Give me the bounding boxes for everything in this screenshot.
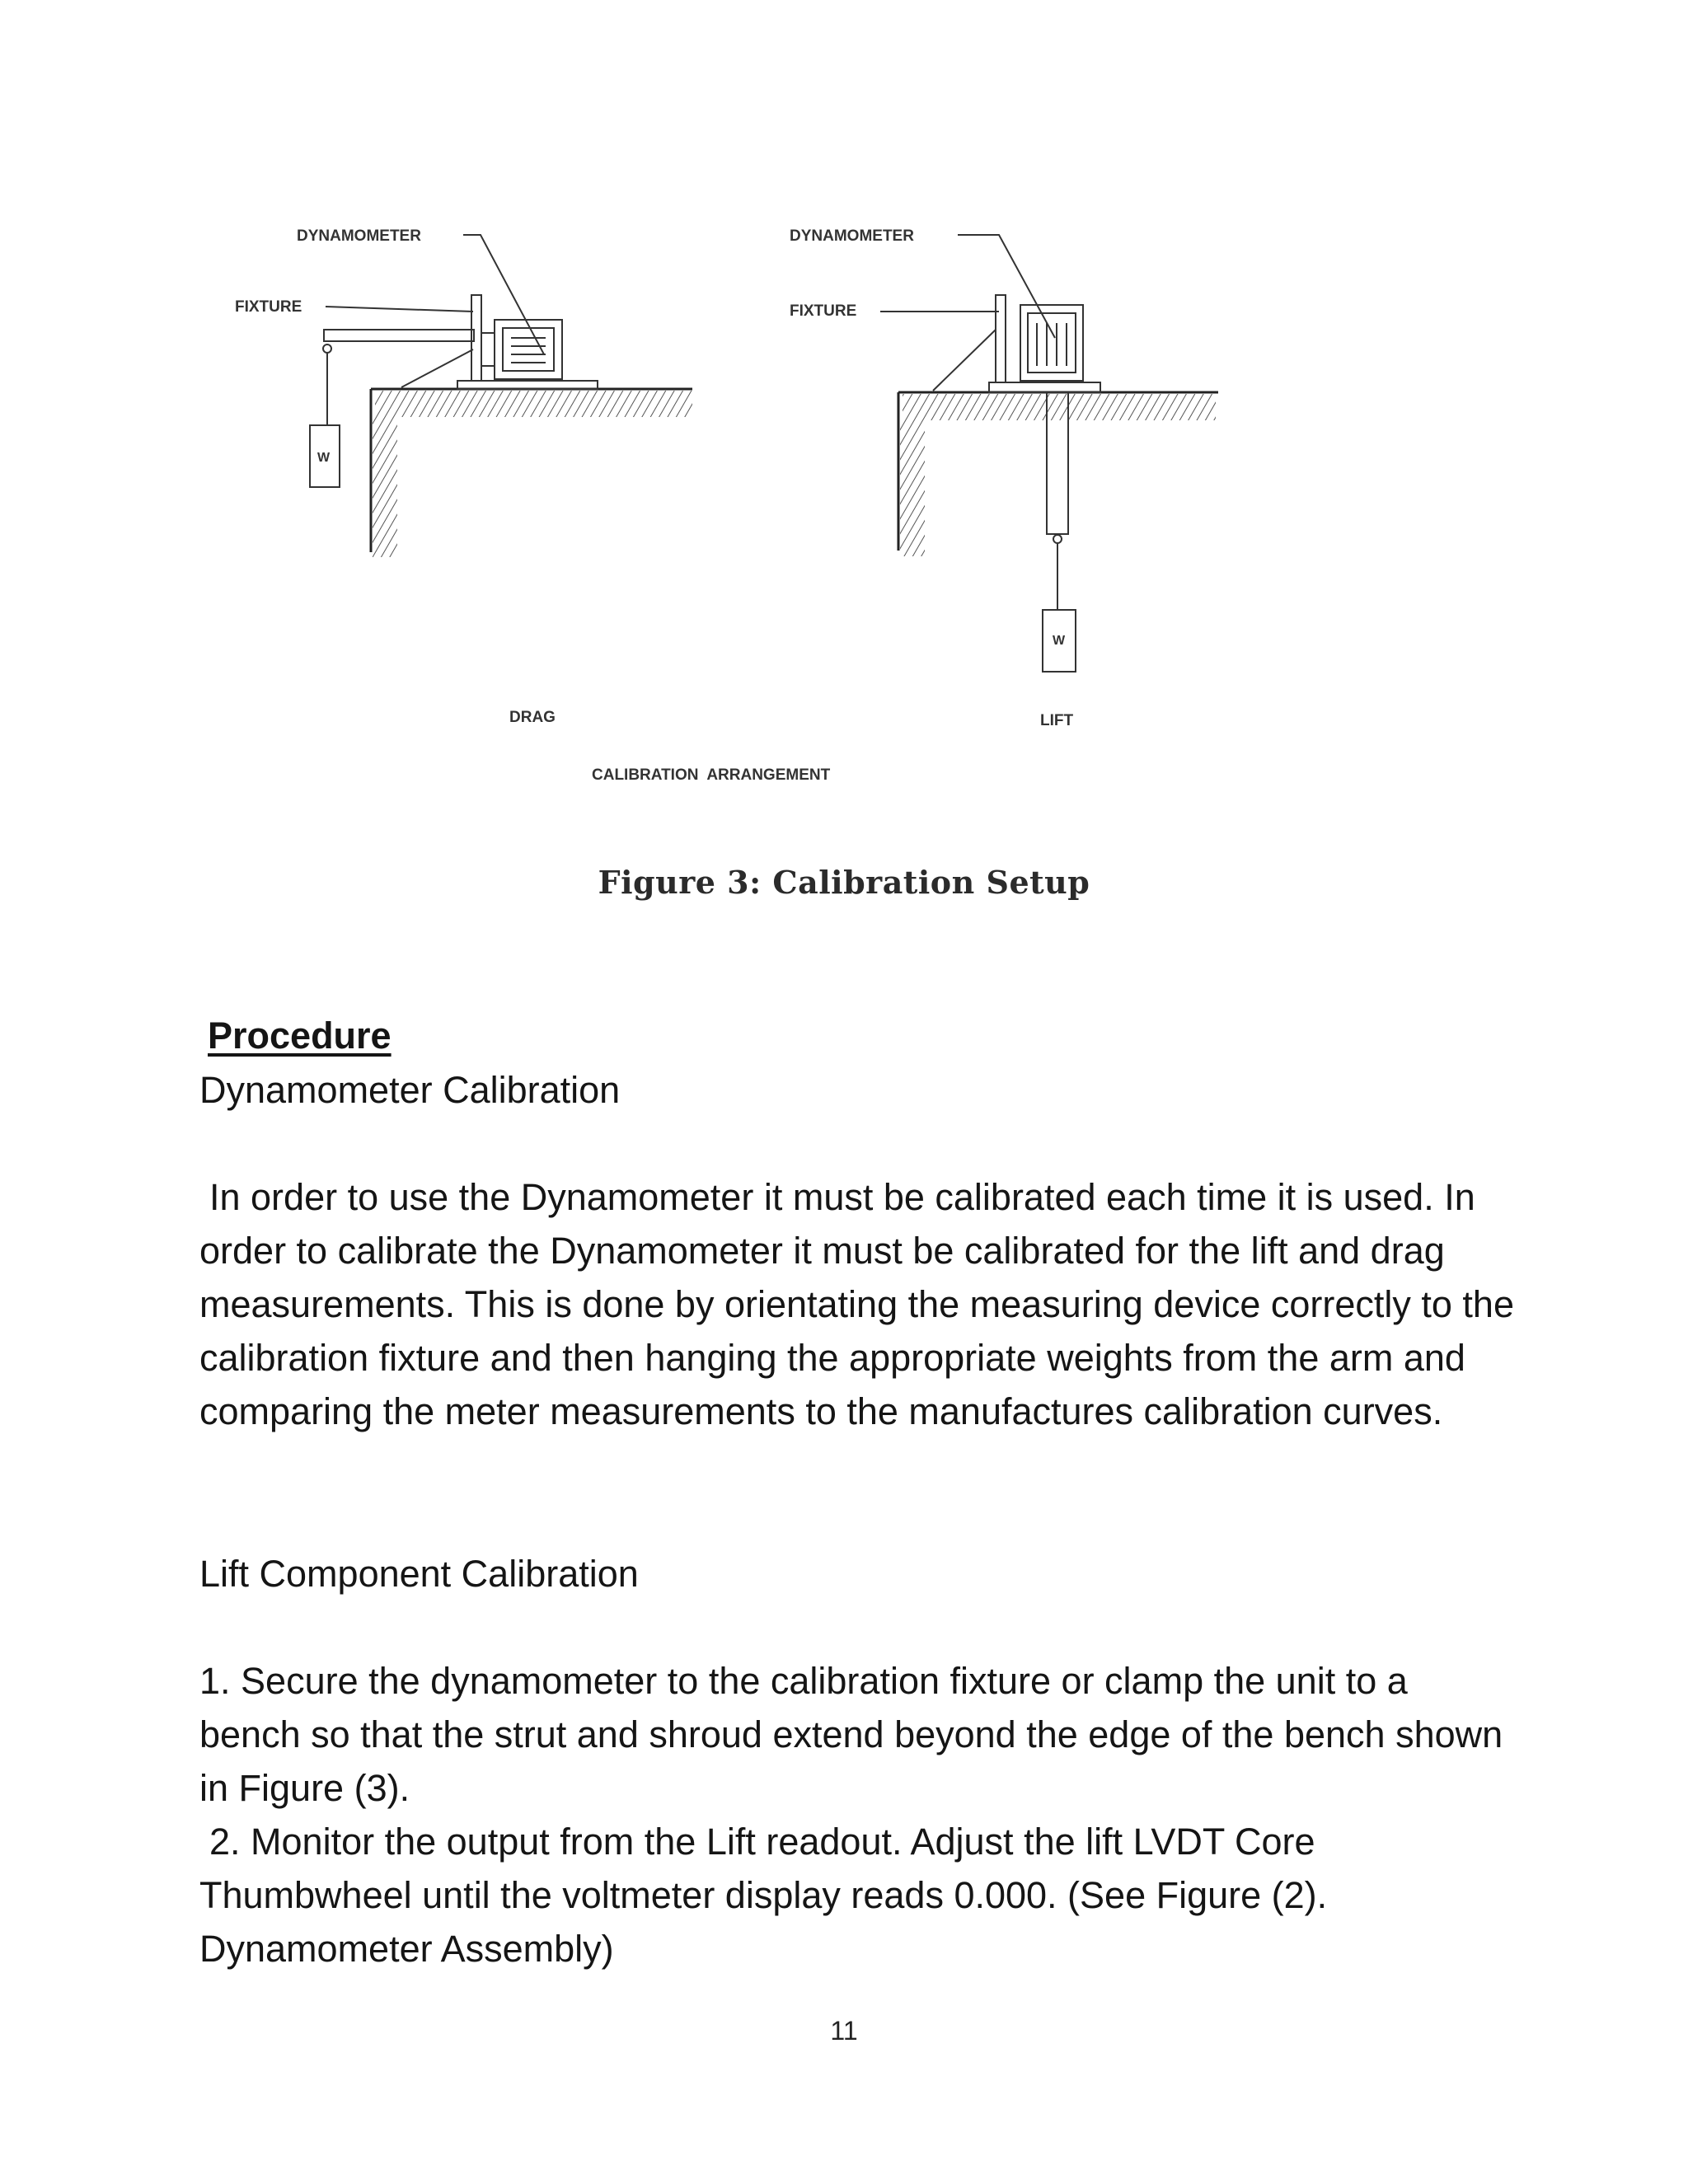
- lift-calibration-steps: [199, 1654, 1518, 1975]
- step-2: 2. Monitor the output from the Lift readout. Adjust the lift LVDT Core Thumbwheel until the voltmeter display reads 0.000. (See Figure (2). Dynamometer Assembly): [199, 1821, 1328, 1970]
- procedure-heading: Procedure: [208, 1015, 392, 1057]
- left-dynamometer-label: DYNAMOMETER: [297, 227, 421, 245]
- left-weight-label: W: [317, 451, 331, 465]
- step-1: 1. Secure the dynamometer to the calibration fixture or clamp the unit to a bench so that the strut and shroud extend beyond the edge of the bench shown in Figure (3).: [199, 1660, 1503, 1809]
- calibration-arrangement-label: CALIBRATION ARRANGEMENT: [592, 766, 831, 784]
- page-number: 11: [830, 2016, 858, 2046]
- drag-label: DRAG: [509, 709, 556, 726]
- lift-label: LIFT: [1040, 712, 1074, 729]
- lift-setup-drawing: [790, 227, 1218, 672]
- dynamometer-calibration-subheading: Dynamometer Calibration: [199, 1069, 621, 1111]
- drag-setup-drawing: [235, 227, 692, 557]
- calibration-setup-figure: [190, 198, 1261, 824]
- calibration-paragraph: [199, 1170, 1518, 1438]
- figure-caption: Figure 3: Calibration Setup: [598, 864, 1090, 901]
- left-fixture-label: FIXTURE: [235, 298, 302, 316]
- lift-component-subheading: Lift Component Calibration: [199, 1553, 639, 1595]
- right-fixture-label: FIXTURE: [790, 302, 857, 320]
- calibration-paragraph-text: In order to use the Dynamometer it must be calibrated each time it is used. In order to calibrate the Dynamometer it must be calibrated for the lift and drag measurements. This is done by orientating the measuring device correctly to the calibration fixture and then hanging the appropriate weights from the arm and comparing the meter measurements to the manufactures calibration curves.: [199, 1176, 1514, 1432]
- right-weight-label: W: [1053, 634, 1066, 648]
- right-dynamometer-label: DYNAMOMETER: [790, 227, 914, 245]
